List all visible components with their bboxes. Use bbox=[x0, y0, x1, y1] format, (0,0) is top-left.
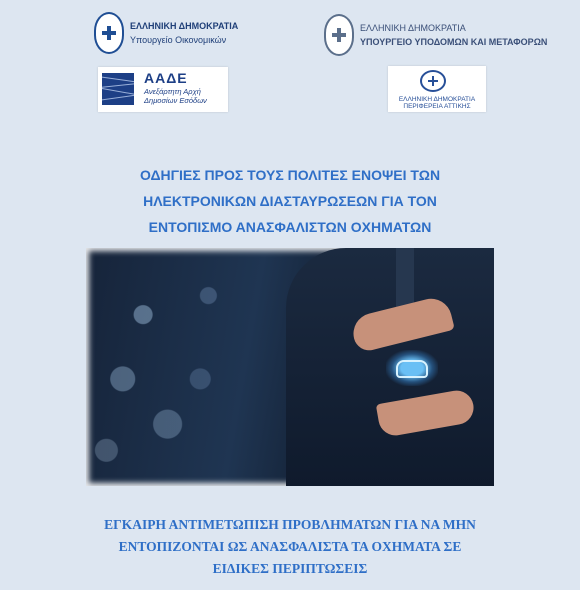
ministry-infrastructure-line2: ΥΠΟΥΡΓΕΙΟ ΥΠΟΔΟΜΩΝ ΚΑΙ ΜΕΤΑΦΟΡΩΝ bbox=[360, 37, 548, 47]
subtitle-line: ΕΓΚΑΙΡΗ ΑΝΤΙΜΕΤΩΠΙΣΗ ΠΡΟΒΛΗΜΑΤΩΝ ΓΙΑ ΝΑ ΜΗΝ bbox=[104, 517, 476, 532]
greek-republic-seal-icon bbox=[94, 12, 124, 54]
subtitle-line: ΕΙΔΙΚΕΣ ΠΕΡΙΠΤΩΣΕΙΣ bbox=[212, 561, 368, 576]
aade-subtitle: Ανεξάρτητη Αρχή Δημοσίων Εσόδων bbox=[144, 87, 207, 105]
greek-republic-seal-icon bbox=[420, 70, 446, 92]
ministry-finance-logo bbox=[94, 12, 238, 54]
aade-title: ΑΑΔΕ bbox=[144, 70, 188, 86]
greek-republic-seal-icon bbox=[324, 14, 354, 56]
title-line: ΕΝΤΟΠΙΣΜΟ ΑΝΑΣΦΑΛΙΣΤΩΝ ΟΧΗΜΑΤΩΝ bbox=[148, 219, 432, 235]
region-attica-line1: ΕΛΛΗΝΙΚΗ ΔΗΜΟΚΡΑΤΙΑ bbox=[398, 96, 476, 103]
region-attica-line2: ΠΕΡΙΦΕΡΕΙΑ ΑΤΤΙΚΗΣ bbox=[403, 103, 471, 110]
ministry-infrastructure-logo bbox=[324, 14, 547, 56]
ministry-finance-line1: ΕΛΛΗΝΙΚΗ ΔΗΜΟΚΡΑΤΙΑ bbox=[130, 21, 239, 31]
tie bbox=[396, 248, 414, 308]
page-subtitle bbox=[60, 514, 520, 580]
aade-logo bbox=[98, 67, 228, 112]
page-title bbox=[60, 162, 520, 240]
ministry-finance-line2: Υπουργείο Οικονομικών bbox=[130, 35, 227, 45]
insurance-hands-car-image bbox=[86, 248, 494, 486]
title-line: ΗΛΕΚΤΡΟΝΙΚΩΝ ΔΙΑΣΤΑΥΡΩΣΕΩΝ ΓΙΑ ΤΟΝ bbox=[143, 193, 437, 209]
title-line: ΟΔΗΓΙΕΣ ΠΡΟΣ ΤΟΥΣ ΠΟΛΙΤΕΣ ΕΝΟΨΕΙ ΤΩΝ bbox=[139, 167, 441, 183]
region-attica-logo bbox=[388, 66, 486, 112]
aade-mark-icon bbox=[102, 73, 134, 105]
subtitle-line: ΕΝΤΟΠΙΖΟΝΤΑΙ ΩΣ ΑΝΑΣΦΑΛΙΣΤΑ ΤΑ ΟΧΗΜΑΤΑ ΣΕ bbox=[118, 539, 462, 554]
ministry-infrastructure-line1: ΕΛΛΗΝΙΚΗ ΔΗΜΟΚΡΑΤΙΑ bbox=[360, 23, 466, 33]
car-icon bbox=[396, 360, 428, 378]
